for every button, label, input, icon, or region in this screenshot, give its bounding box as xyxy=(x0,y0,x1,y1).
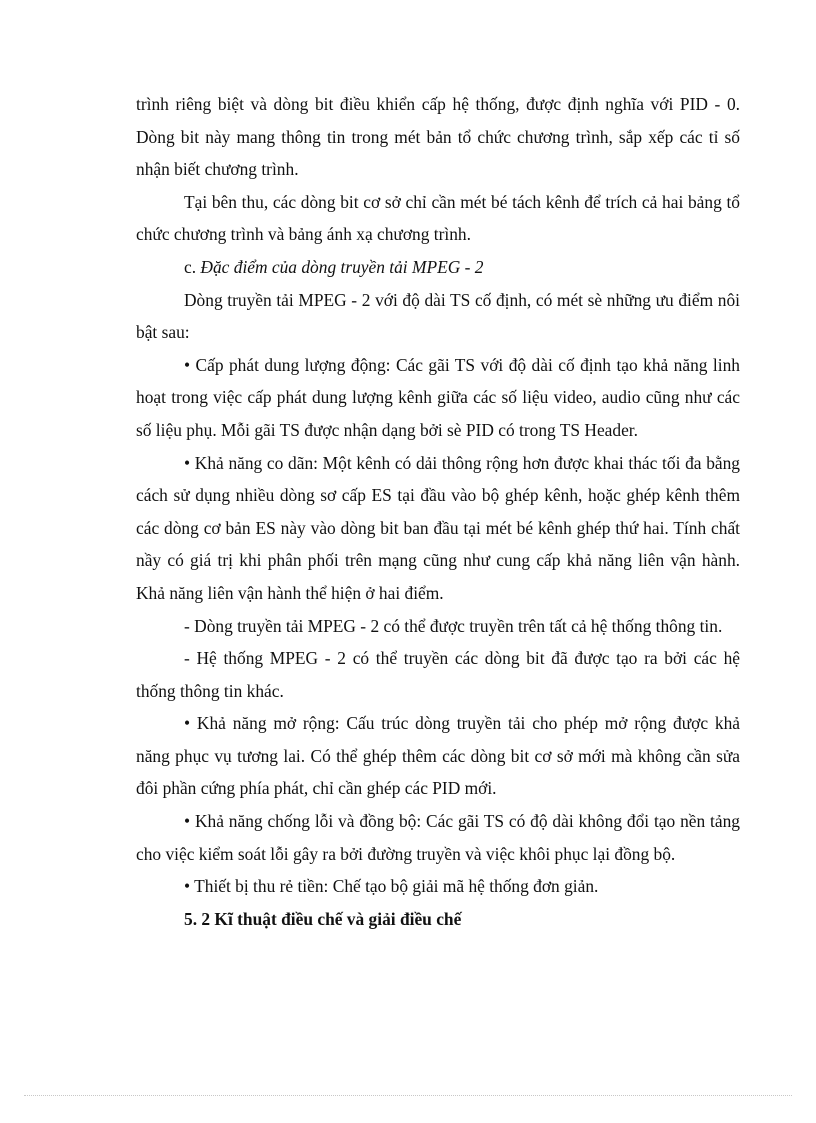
dash-item-1: - Dòng truyền tải MPEG - 2 có thể được truyền trên tất cả hệ thống thông tin. xyxy=(184,615,723,636)
page-bottom-divider xyxy=(24,1095,792,1096)
bullet-capacity: • Cấp phát dung lượng động: Các gãi TS với độ dài cố định tạo khả năng linh hoạt trong việc cấp phát dung lượng kênh giữa các số liệu video, audio cũng như các số liệu phụ. Mỗi gãi TS được nhận dạng bởi sè PID có trong TS Header. xyxy=(136,354,740,440)
paragraph-2: Tại bên thu, các dòng bit cơ sở chỉ cần mét bé tách kênh để trích cả hai bảng tổ chức chương trình và bảng ánh xạ chương trình. xyxy=(136,191,740,245)
dash-item-2: - Hệ thống MPEG - 2 có thể truyền các dòng bit đã được tạo ra bởi các hệ thống thông tin khác. xyxy=(136,648,740,701)
subsection-heading xyxy=(136,251,740,284)
subsection-title: Đặc điểm của dòng truyền tải MPEG - 2 xyxy=(200,256,484,277)
document-body xyxy=(136,88,740,935)
paragraph-4: Dòng truyền tải MPEG - 2 với độ dài TS cố định, có mét sè những ưu điểm nôi bật sau: xyxy=(136,289,740,343)
section-heading: 5. 2 Kĩ thuật điều chế và giải điều chế xyxy=(184,908,462,929)
bullet-scalability: • Khả năng co dãn: Một kênh có dải thông rộng hơn được khai thác tối đa bằng cách sử dụng nhiều dòng sơ cấp ES tại đầu vào bộ ghép kênh, hoặc ghép kênh thêm các dòng cơ bản ES này vào dòng bit ban đầu tại mét bé kênh ghép thứ hai. Tính chất nầy có giá trị khi phân phối trên mạng cũng như cung cấp khả năng liên vận hành. Khả năng liên vận hành thể hiện ở hai điểm. xyxy=(136,452,740,603)
bullet-cheap-receiver: • Thiết bị thu rẻ tiền: Chế tạo bộ giải mã hệ thống đơn giản. xyxy=(184,876,599,897)
subsection-label: c. xyxy=(184,256,201,277)
bullet-error-sync: • Khả năng chống lỗi và đồng bộ: Các gãi TS có độ dài không đổi tạo nền tảng cho việc kiểm soát lỗi gây ra bởi đường truyền và việc khôi phục lại đồng bộ. xyxy=(136,811,740,864)
bullet-extensibility: • Khả năng mở rộng: Cấu trúc dòng truyền tải cho phép mở rộng được khả năng phục vụ tương lai. Có thể ghép thêm các dòng bit cơ sở mới mà không cần sửa đôi phần cứng phía phát, chỉ cần ghép các PID mới. xyxy=(136,713,740,799)
paragraph-1: trình riêng biệt và dòng bit điều khiển cấp hệ thống, được định nghĩa với PID - 0. Dòng bit này mang thông tin trong mét bản tổ chức chương trình, sắp xếp các tỉ số nhận biết chương trình. xyxy=(136,94,740,180)
